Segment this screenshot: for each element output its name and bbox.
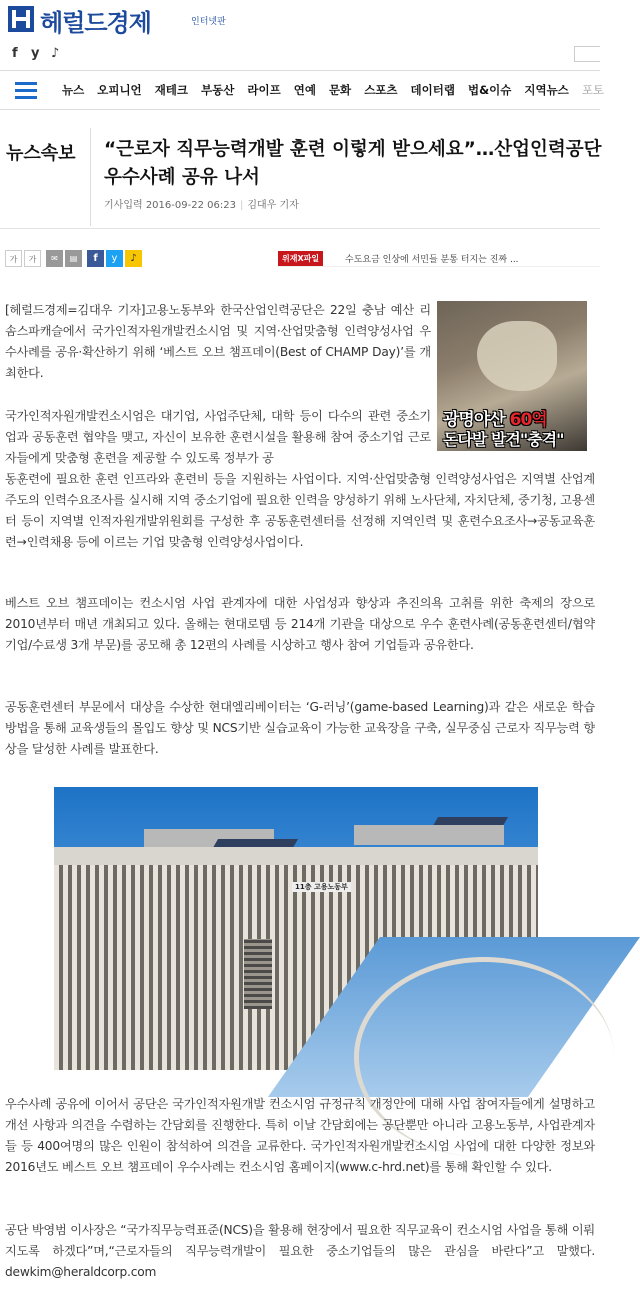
twitter-icon[interactable]: y [31,46,40,61]
nav-item-life[interactable]: 라이프 [247,83,281,97]
section-label[interactable]: 뉴스속보 [6,143,76,164]
nav-item-photo[interactable]: 포토 [581,83,605,97]
nav-item-datalab[interactable]: 데이터랩 [410,83,455,97]
ad-headline: 광명야산 60억 [443,410,547,430]
ad-image [477,321,557,391]
hamburger-icon[interactable] [15,82,37,100]
print-icon[interactable]: ▤ [65,250,82,267]
headline-line-2: 우수사례 공유 나서 [104,167,260,188]
nav-menu [62,82,613,98]
font-increase-button[interactable]: 가 [24,250,41,267]
article-paragraph: 공동훈련센터 부문에서 대상을 수상한 현대엘리베이터는 ‘G-러닝’(game-based Learning)과 같은 새로운 학습 방법을 통해 교육생들의 몰입도 향상 및 NCS기반 실습교육이 가능한 교육장을 구축, 실무중심 근로자 직무능력 향상을 달성한 사례를 발표한다. [5,700,595,756]
rooftop-unit [354,825,504,845]
kakao-icon[interactable]: ♪ [51,46,60,61]
nav-item-entertainment[interactable]: 연예 [293,83,316,97]
ad-headline-2: 돈다발 발견"충격" [443,430,564,449]
kakaostory-share-icon[interactable]: ♪ [125,250,142,267]
font-decrease-button[interactable]: 가 [5,250,22,267]
facebook-icon[interactable]: f [12,46,18,61]
article-meta: 기사입력 2016-09-22 06:23 | 김대우 기자 [104,200,299,211]
divider [0,228,600,229]
article-reporter[interactable]: 김대우 기자 [247,200,299,211]
logo-icon[interactable] [8,6,34,32]
advertisement-banner[interactable] [437,301,587,451]
search-input[interactable] [574,46,600,62]
main-nav [0,70,605,110]
window-block [244,939,272,1009]
masthead [0,0,600,40]
article-headline [104,136,604,192]
social-share-row [0,42,600,66]
facebook-share-icon[interactable]: f [87,250,104,267]
nav-item-news[interactable]: 뉴스 [62,83,85,97]
divider [90,128,91,226]
logo-subtitle: 인터넷판 [191,17,226,27]
article-paragraph: [헤럴드경제=김대우 기자]고용노동부와 한국산업인력공단은 22일 충남 예산 리솜스파캐슬에서 국가인적자원개발컨소시엄 및 지역·산업맞춤형 인력양성사업 우수사례를 공유·확산하기 위해 ‘베스트 오브 챔프데이(Best of CHAMP Day)’를 개최한다. [5,303,431,380]
headline-line-1: “근로자 직무능력개발 훈련 이렇게 받으세요”…산업인력공단 [104,139,602,160]
building-roofline [54,847,538,867]
building-sign: 11층 고용노동부 [292,882,351,892]
nav-item-culture[interactable]: 문화 [328,83,352,97]
article-paragraph: 동훈련에 필요한 훈련 인프라와 훈련비 등을 지원하는 사업이다. 지역·산업맞춤형 인력양성사업은 지역별 산업계 주도의 인력수요조사를 실시해 지역 중소기업에 필요한 인력을 양성하기 위해 노사단체, 자치단체, 중기청, 고용센터 등이 지역별 인적자원개발위원회를 구성한 후 공동훈련센터를 선정해 지역인력 및 훈련수요조사→공동교육훈련→인력채용 등에 이르는 기업 맞춤형 인력양성사업이다. [5,472,595,549]
article-photo [54,787,538,1070]
nav-item-opinion[interactable]: 오피니언 [97,83,142,97]
nav-item-sports[interactable]: 스포츠 [364,83,398,97]
article-paragraph: 베스트 오브 챔프데이는 컨소시엄 사업 관계자에 대한 사업성과 향상과 추진의욕 고취를 위한 축제의 장으로 2010년부터 매년 개최되고 있다. 올해는 현대로템 등 214개 기관을 대상으로 우수 훈련사례(공동훈련센터/협약기업/수료생 3개 부문)를 공모해 총 12편의 사례를 시상하고 행사 참여 기업들과 공유한다. [5,596,595,652]
twitter-share-icon[interactable]: y [106,250,123,267]
nav-item-finance[interactable]: 재테크 [154,83,189,97]
ticker-text[interactable]: 수도요금 인상에 서민들 분통 터지는 진짜 ... [345,255,519,265]
nav-item-law[interactable]: 법&이슈 [467,83,512,97]
article-paragraph: 우수사례 공유에 이어서 공단은 국가인적자원개발 컨소시엄 규정규칙 개정안에 대해 사업 참여자들에게 설명하고 개선 사항과 의견을 수렴하는 간담회를 진행한다. 특히 이날 간담회에는 공단뿐만 아니라 고용노동부, 사업관계자들 등 400여명의 많은 인원이 참석하여 의견을 교류한다. 국가인적자원개발컨소시엄 사업에 대한 다양한 정보와 2016년도 베스트 오브 챔프데이 우수사례는 컨소시엄 홈페이지(www.c-hrd.net)를 통해 확인할 수 있다. [5,1097,595,1174]
article-date: 기사입력 2016-09-22 06:23 [104,200,236,211]
article-paragraph: 공단 박영범 이사장은 “국가직무능력표준(NCS)을 활용해 현장에서 필요한 직무교육이 컨소시엄 사업을 통해 이뤄지도록 하겠다”며,“근로자들의 직무능력개발이 필요한 중소기업들의 많은 관심을 바란다”고 말했다. dewkim@heraldcorp.com [5,1223,595,1279]
related-ticker[interactable] [278,250,600,267]
logo-text[interactable]: 헤럴드경제 [40,9,151,37]
article-paragraph: 국가인적자원개발컨소시엄은 대기업, 사업주단체, 대학 등이 다수의 관련 중소기업과 공동훈련 협약을 맺고, 자신이 보유한 훈련시설을 활용해 참여 중소기업 근로자들에게 맞춤형 훈련을 제공할 수 있도록 정부가 공 [5,409,431,465]
ticker-badge: 위재X파일 [278,251,323,266]
email-icon[interactable]: ✉ [46,250,63,267]
nav-item-realestate[interactable]: 부동산 [201,83,235,97]
nav-item-local[interactable]: 지역뉴스 [524,83,569,97]
